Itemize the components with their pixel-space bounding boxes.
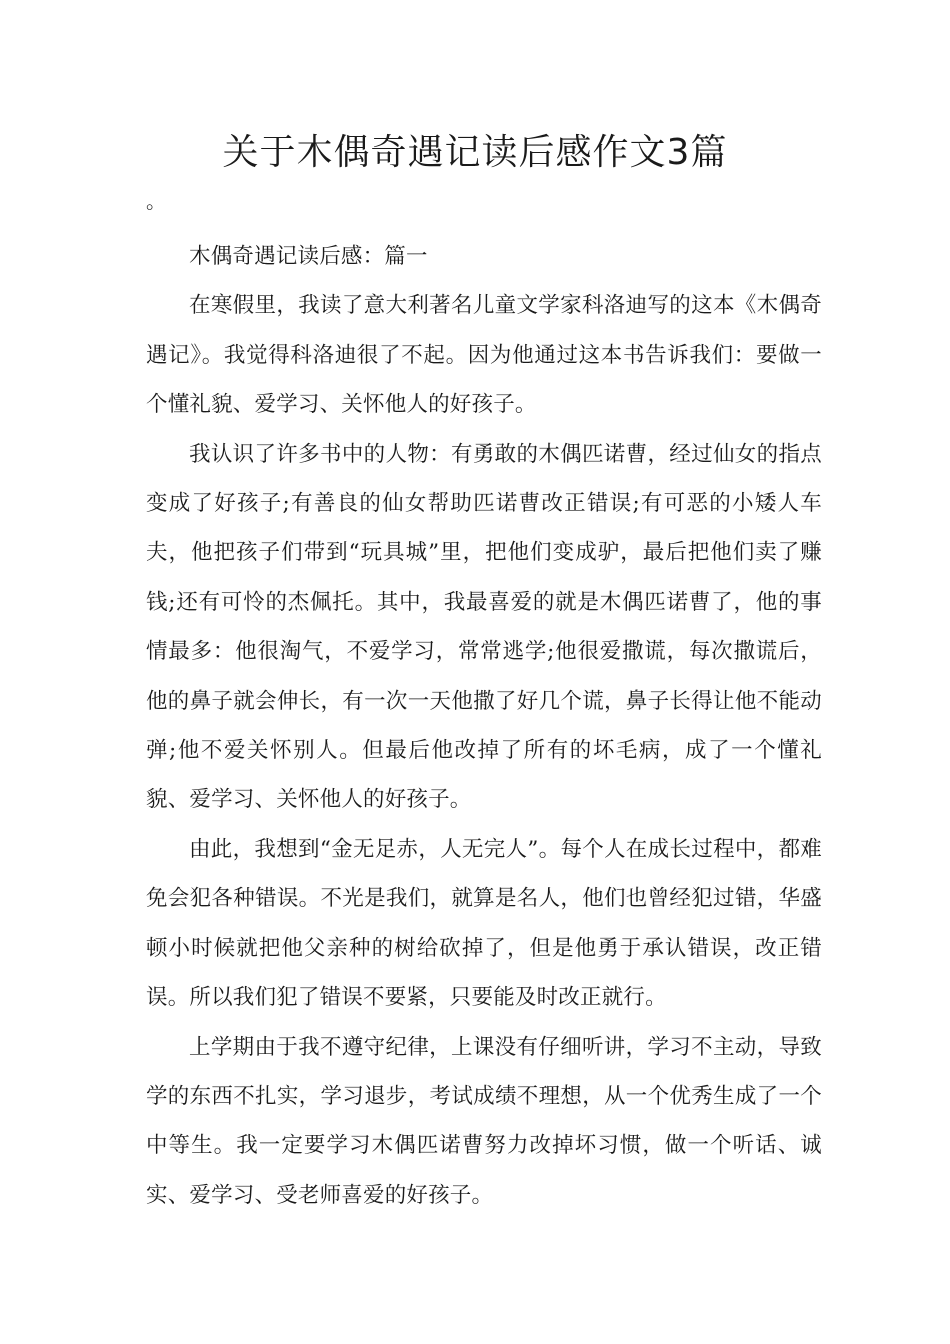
section-heading: 木偶奇遇记读后感：篇一 bbox=[189, 244, 428, 269]
paragraph: 上学期由于我不遵守纪律，上课没有仔细听讲，学习不主动，导致学的东西不扎实，学习退步，考试成绩不理想，从一个优秀生成了一个中等生。我一定要学习木偶匹诺曹努力改掉坏习惯，做一个听话、诚实、爱学习、受老师喜爱的好孩子。 bbox=[146, 1034, 822, 1208]
paragraph: 由此，我想到“金无足赤，人无完人”。每个人在成长过程中，都难免会犯各种错误。不光是我们，就算是名人，他们也曾经犯过错，华盛顿小时候就把他父亲种的树给砍掉了，但是他勇于承认错误，改正错误。所以我们犯了错误不要紧，只要能及时改正就行。 bbox=[146, 836, 822, 1011]
stray-punctuation: 。 bbox=[146, 189, 166, 213]
document-body bbox=[146, 232, 822, 1220]
paragraph: 在寒假里，我读了意大利著名儿童文学家科洛迪写的这本《木偶奇遇记》。我觉得科洛迪很了不起。因为他通过这本书告诉我们：要做一个懂礼貌、爱学习、关怀他人的好孩子。 bbox=[146, 293, 822, 418]
document-title: 关于木偶奇遇记读后感作文3篇 bbox=[222, 132, 728, 173]
paragraph: 我认识了许多书中的人物：有勇敢的木偶匹诺曹，经过仙女的指点变成了好孩子;有善良的仙女帮助匹诺曹改正错误;有可恶的小矮人车夫，他把孩子们带到“玩具城”里，把他们变成驴，最后把他们卖了赚钱;还有可怜的杰佩托。其中，我最喜爱的就是木偶匹诺曹了，他的事情最多：他很淘气，不爱学习，常常逃学;他很爱撒谎，每次撒谎后，他的鼻子就会伸长，有一次一天他撒了好几个谎，鼻子长得让他不能动弹;他不爱关怀别人。但最后他改掉了所有的坏毛病，成了一个懂礼貌、爱学习、关怀他人的好孩子。 bbox=[146, 441, 822, 813]
